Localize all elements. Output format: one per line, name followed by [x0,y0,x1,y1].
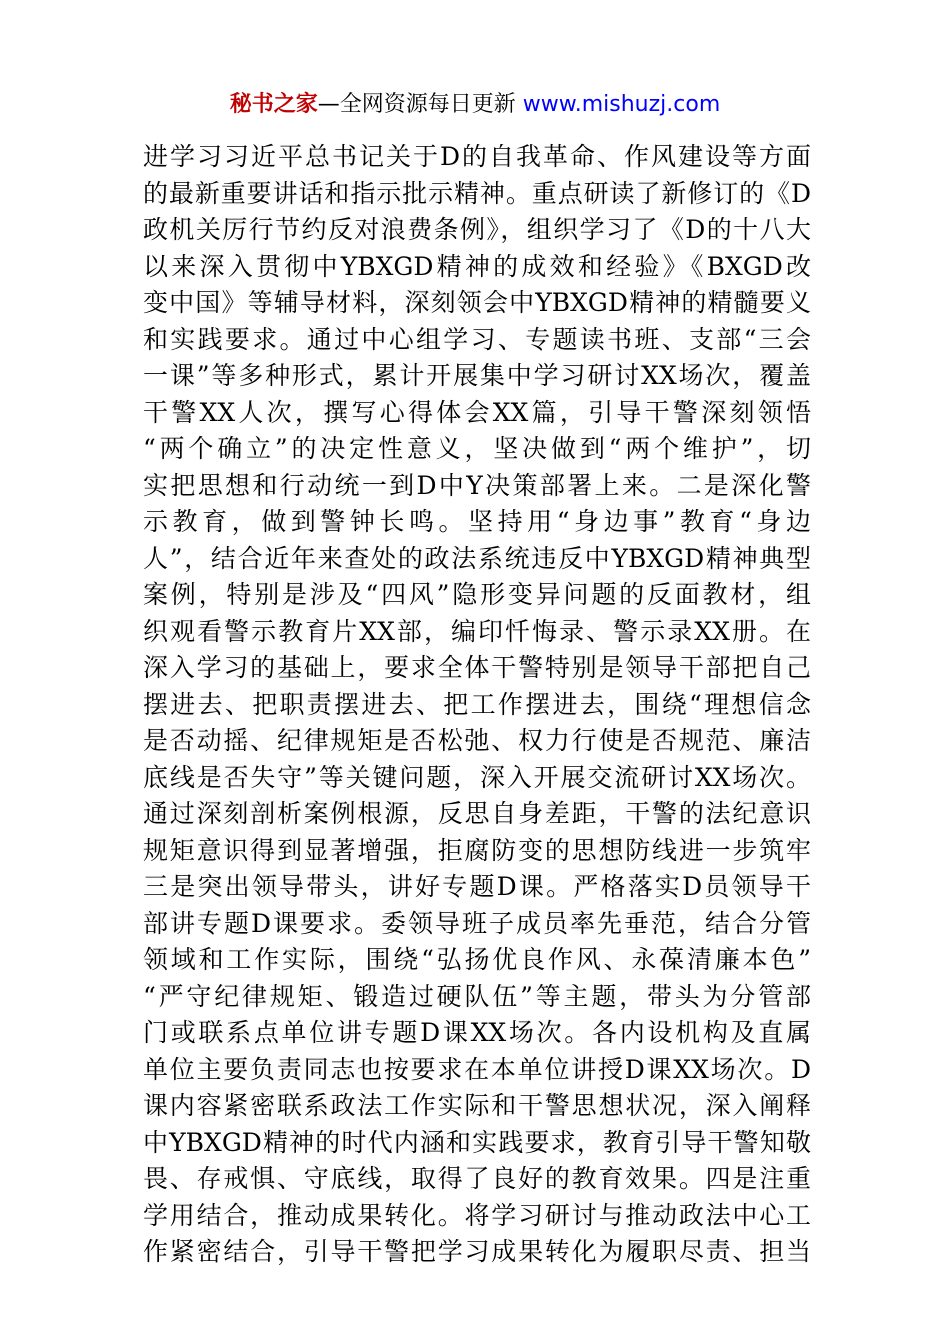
text-line: 变中国》等辅导材料，深刻领会中YBXGD精神的精髓要义 [143,288,811,317]
text-line: 部讲专题D课要求。委领导班子成员率先垂范，结合分管 [143,908,811,938]
text-line: 干警XX人次，撰写心得体会XX篇，引导干警深刻领悟 [143,397,811,427]
text-line: 规矩意识得到显著增强，拒腐防变的思想防线进一步筑牢 [143,835,811,865]
site-tagline: —全网资源每日更新 [317,92,523,117]
site-header [0,88,950,122]
text-line: 案例，特别是涉及“四风”隐形变异问题的反面教材，组 [143,580,811,609]
text-line: 作紧密结合，引导干警把学习成果转化为履职尽责、担当 [143,1237,811,1266]
text-line: 单位主要负责同志也按要求在本单位讲授D课XX场次。D [143,1054,811,1084]
text-line: 以来深入贯彻中YBXGD精神的成效和经验》《BXGD改 [143,251,811,281]
text-line: 的最新重要讲话和指示批示精神。重点研读了新修订的《D [143,178,811,208]
text-line: 人”，结合近年来查处的政法系统违反中YBXGD精神典型 [143,543,811,573]
text-line: 是否动摇、纪律规矩是否松弛、权力行使是否规范、廉洁 [143,726,811,755]
text-line: 畏、存戒惧、守底线，取得了良好的教育效果。四是注重 [143,1164,811,1193]
text-line: 深入学习的基础上，要求全体干警特别是领导干部把自己 [143,653,811,682]
text-line: 和实践要求。通过中心组学习、专题读书班、支部“三会 [143,324,811,354]
site-brand: 秘书之家 [229,92,318,117]
text-line: 门或联系点单位讲专题D课XX场次。各内设机构及直属 [143,1018,811,1047]
document-body [143,139,811,1271]
text-line: 摆进去、把职责摆进去、把工作摆进去，围绕“理想信念 [143,689,811,719]
text-line: 进学习习近平总书记关于D的自我革命、作风建设等方面 [143,142,811,171]
text-line: 三是突出领导带头，讲好专题D课。严格落实D员领导干 [143,872,811,901]
text-line: 一课”等多种形式，累计开展集中学习研讨XX场次，覆盖 [143,361,811,390]
text-line: “两个确立”的决定性意义，坚决做到“两个维护”，切 [143,434,811,463]
text-line: 实把思想和行动统一到D中Y决策部署上来。二是深化警 [143,470,811,500]
text-line: 中YBXGD精神的时代内涵和实践要求，教育引导干警知敬 [143,1127,811,1157]
site-url-link[interactable]: www.mishuzj.com [522,92,721,117]
text-line: 课内容紧密联系政法工作实际和干警思想状况，深入阐释 [143,1091,811,1120]
text-line: 学用结合，推动成果转化。将学习研讨与推动政法中心工 [143,1200,811,1230]
text-line: 底线是否失守”等关键问题，深入开展交流研讨XX场次。 [143,762,811,792]
text-line: 政机关厉行节约反对浪费条例》，组织学习了《D的十八大 [143,215,811,244]
text-line: 示教育，做到警钟长鸣。坚持用“身边事”教育“身边 [143,507,811,536]
text-line: 织观看警示教育片XX部，编印忏悔录、警示录XX册。在 [143,616,811,646]
text-line: “严守纪律规矩、锻造过硬队伍”等主题，带头为分管部 [143,981,811,1011]
text-line: 领域和工作实际，围绕“弘扬优良作风、永葆清廉本色” [143,945,811,974]
text-line: 通过深刻剖析案例根源，反思自身差距，干警的法纪意识 [143,799,811,828]
